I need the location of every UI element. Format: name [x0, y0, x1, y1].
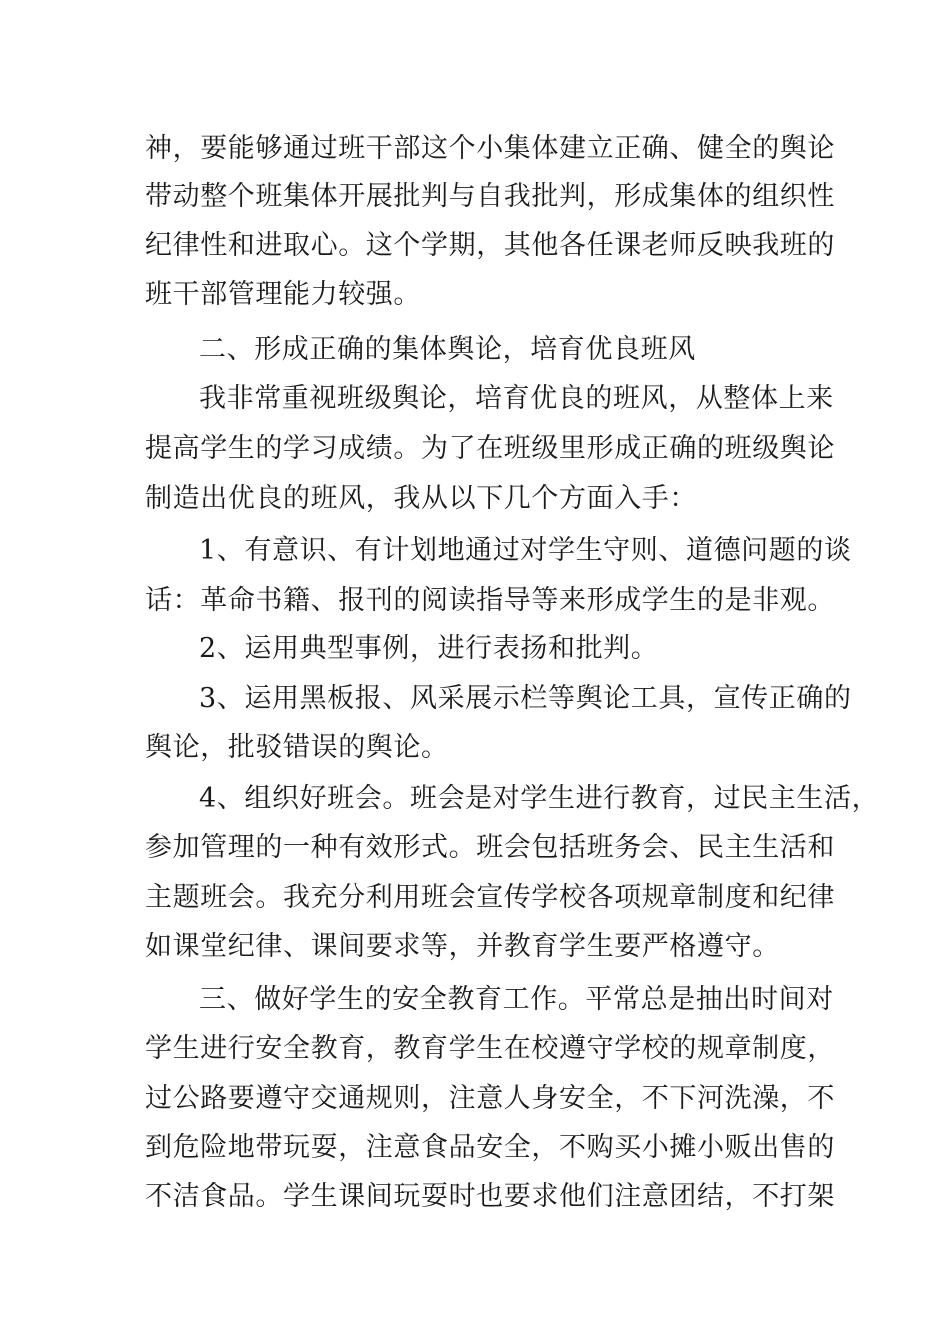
text-line: 舆论，批驳错误的舆论。: [145, 732, 449, 763]
text-line: 不洁食品。学生课间玩耍时也要求他们注意团结，不打架: [145, 1181, 835, 1212]
text-line: 学生进行安全教育，教育学生在校遵守学校的规章制度，: [145, 1033, 835, 1064]
text-line: 提高学生的学习成绩。为了在班级里形成正确的班级舆论: [145, 433, 835, 464]
list-item: 1、有意识、有计划地通过对学生守则、道德问题的谈: [199, 535, 852, 566]
text-line: 如课堂纪律、课间要求等，并教育学生要严格遵守。: [145, 931, 780, 962]
text-line: 到危险地带玩耍，注意食品安全，不购买小摊小贩出售的: [145, 1132, 835, 1163]
text-line: 纪律性和进取心。这个学期，其他各任课老师反映我班的: [145, 230, 835, 261]
list-item: 2、运用典型事例，进行表扬和批判。: [199, 633, 659, 664]
text-line: 带动整个班集体开展批判与自我批判，形成集体的组织性: [145, 181, 835, 212]
text-line: 话：革命书籍、报刊的阅读指导等来形成学生的是非观。: [145, 585, 835, 616]
text-line: 过公路要遵守交通规则，注意人身安全，不下河洗澡，不: [145, 1083, 835, 1114]
section-heading: 二、形成正确的集体舆论，培育优良班风: [199, 334, 696, 365]
text-line: 我非常重视班级舆论，培育优良的班风，从整体上来: [199, 383, 834, 414]
list-item: 3、运用黑板报、风采展示栏等舆论工具，宣传正确的: [199, 683, 852, 714]
section-heading: 三、做好学生的安全教育工作。平常总是抽出时间对: [199, 984, 834, 1015]
text-line: 班干部管理能力较强。: [145, 279, 421, 310]
list-item: 4、组织好班会。班会是对学生进行教育，过民主生活，: [199, 783, 880, 814]
text-line: 制造出优良的班风，我从以下几个方面入手：: [145, 483, 697, 514]
text-line: 参加管理的一种有效形式。班会包括班务会、民主生活和: [145, 832, 835, 863]
text-line: 主题班会。我充分利用班会宣传学校各项规章制度和纪律: [145, 882, 835, 913]
text-line: 神，要能够通过班干部这个小集体建立正确、健全的舆论: [145, 133, 835, 164]
